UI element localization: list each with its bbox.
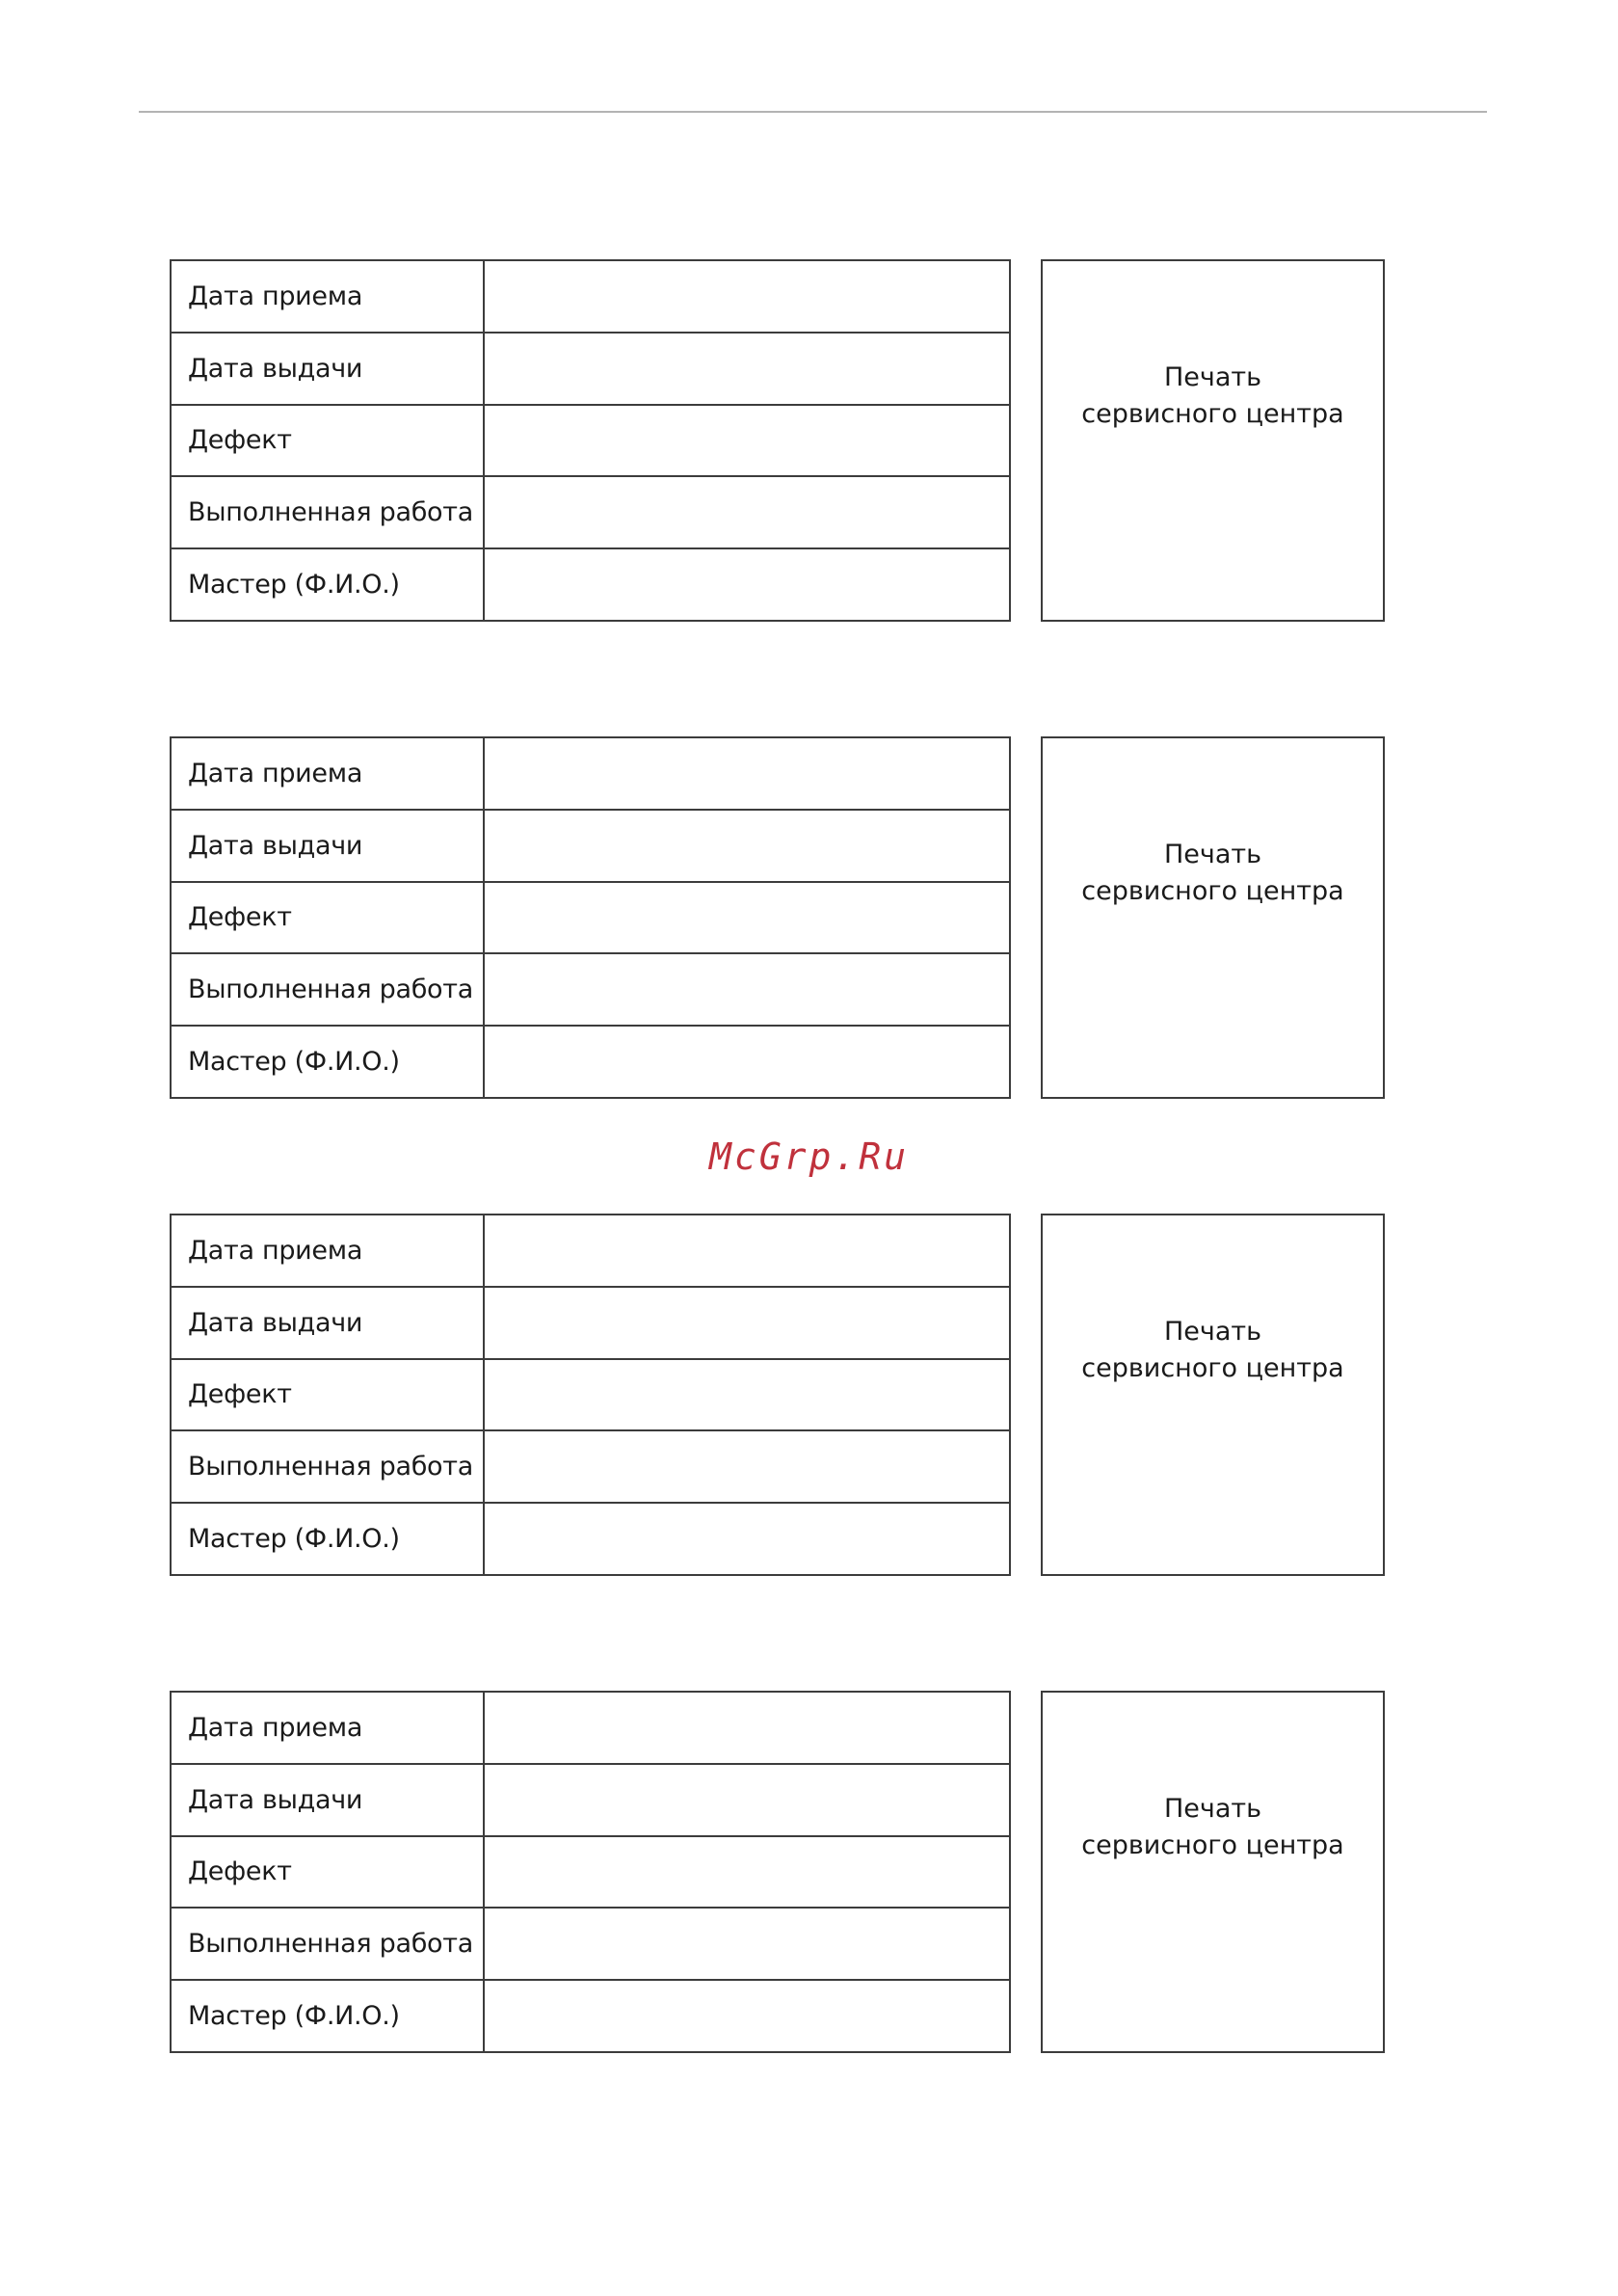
stamp-box <box>1041 1691 1385 2053</box>
row-value-field[interactable] <box>484 260 1010 333</box>
service-record-3 <box>170 1214 1384 1576</box>
table-row <box>171 476 1010 548</box>
row-label: Дата выдачи <box>171 1287 484 1359</box>
table-row <box>171 1908 1010 1980</box>
row-value-field[interactable] <box>484 333 1010 405</box>
row-value-field[interactable] <box>484 1980 1010 2052</box>
service-record-table <box>170 1691 1011 2053</box>
row-label: Выполненная работа <box>171 476 484 548</box>
table-row <box>171 1430 1010 1503</box>
row-label: Дата приема <box>171 737 484 810</box>
table-row <box>171 953 1010 1026</box>
stamp-caption <box>1043 1314 1383 1387</box>
service-record-4 <box>170 1691 1384 2053</box>
row-label: Мастер (Ф.И.О.) <box>171 548 484 621</box>
row-value-field[interactable] <box>484 737 1010 810</box>
service-record-2 <box>170 736 1384 1099</box>
row-label: Дата приема <box>171 1692 484 1764</box>
table-row <box>171 1026 1010 1098</box>
service-record-1 <box>170 259 1384 622</box>
stamp-box <box>1041 259 1385 622</box>
service-record-table <box>170 259 1011 622</box>
row-value-field[interactable] <box>484 1215 1010 1287</box>
row-value-field[interactable] <box>484 548 1010 621</box>
stamp-caption <box>1043 837 1383 910</box>
table-row <box>171 1692 1010 1764</box>
row-label: Дата приема <box>171 1215 484 1287</box>
stamp-caption <box>1043 1791 1383 1864</box>
table-row <box>171 260 1010 333</box>
row-label: Дефект <box>171 1359 484 1431</box>
row-value-field[interactable] <box>484 1430 1010 1503</box>
row-label: Выполненная работа <box>171 953 484 1026</box>
row-value-field[interactable] <box>484 1692 1010 1764</box>
table-row <box>171 1503 1010 1575</box>
row-label: Дата выдачи <box>171 333 484 405</box>
table-row <box>171 737 1010 810</box>
row-label: Мастер (Ф.И.О.) <box>171 1980 484 2052</box>
watermark-logo: McGrp.Ru <box>708 1135 910 1178</box>
stamp-caption-line1: Печать <box>1163 840 1262 869</box>
row-label: Дата выдачи <box>171 810 484 882</box>
row-label: Дефект <box>171 882 484 954</box>
header-divider <box>139 111 1487 113</box>
row-label: Дата приема <box>171 260 484 333</box>
row-value-field[interactable] <box>484 405 1010 477</box>
table-row <box>171 1215 1010 1287</box>
row-value-field[interactable] <box>484 1503 1010 1575</box>
table-row <box>171 1836 1010 1909</box>
stamp-caption-line2: сервисного центра <box>1081 399 1344 429</box>
stamp-caption-line1: Печать <box>1163 1317 1262 1347</box>
table-row <box>171 810 1010 882</box>
row-value-field[interactable] <box>484 882 1010 954</box>
table-row <box>171 405 1010 477</box>
stamp-caption-line2: сервисного центра <box>1081 1830 1344 1860</box>
row-value-field[interactable] <box>484 1359 1010 1431</box>
row-value-field[interactable] <box>484 1836 1010 1909</box>
stamp-caption-line2: сервисного центра <box>1081 876 1344 906</box>
row-label: Выполненная работа <box>171 1430 484 1503</box>
row-value-field[interactable] <box>484 476 1010 548</box>
table-row <box>171 882 1010 954</box>
table-row <box>171 333 1010 405</box>
table-row <box>171 548 1010 621</box>
row-value-field[interactable] <box>484 1026 1010 1098</box>
row-label: Мастер (Ф.И.О.) <box>171 1503 484 1575</box>
row-value-field[interactable] <box>484 953 1010 1026</box>
table-row <box>171 1980 1010 2052</box>
row-value-field[interactable] <box>484 1764 1010 1836</box>
row-label: Дата выдачи <box>171 1764 484 1836</box>
stamp-caption-line1: Печать <box>1163 362 1262 392</box>
table-row <box>171 1764 1010 1836</box>
row-value-field[interactable] <box>484 1287 1010 1359</box>
stamp-caption-line2: сервисного центра <box>1081 1353 1344 1383</box>
row-label: Выполненная работа <box>171 1908 484 1980</box>
table-row <box>171 1359 1010 1431</box>
stamp-caption-line1: Печать <box>1163 1794 1262 1824</box>
stamp-caption <box>1043 360 1383 433</box>
service-record-table <box>170 1214 1011 1576</box>
row-value-field[interactable] <box>484 1908 1010 1980</box>
stamp-box <box>1041 736 1385 1099</box>
table-row <box>171 1287 1010 1359</box>
row-label: Дефект <box>171 1836 484 1909</box>
stamp-box <box>1041 1214 1385 1576</box>
row-label: Дефект <box>171 405 484 477</box>
service-record-table <box>170 736 1011 1099</box>
row-value-field[interactable] <box>484 810 1010 882</box>
row-label: Мастер (Ф.И.О.) <box>171 1026 484 1098</box>
